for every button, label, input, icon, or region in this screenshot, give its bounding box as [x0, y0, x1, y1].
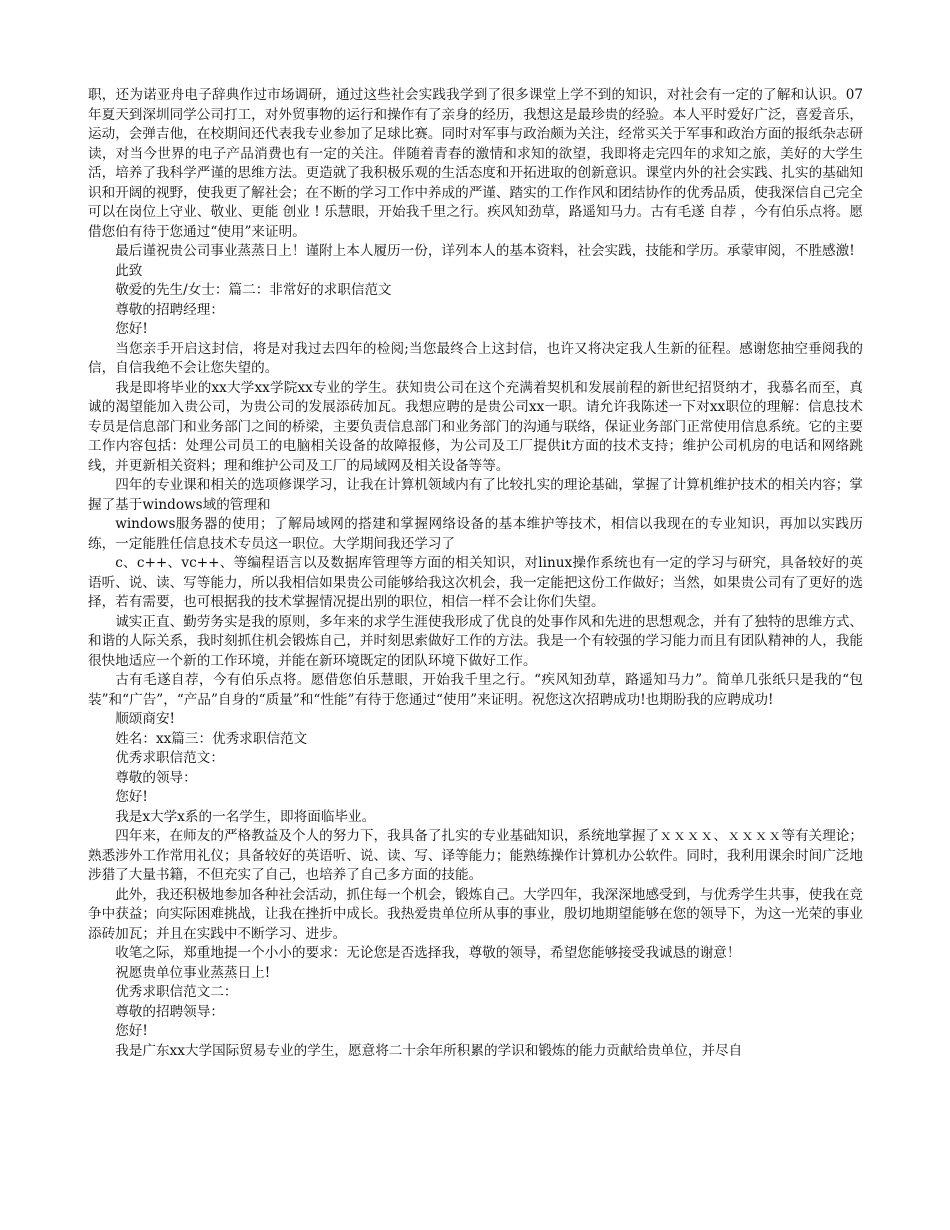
paragraph: 此致 — [115, 262, 143, 279]
paragraph: 优秀求职信范文二： — [115, 984, 238, 1000]
paragraph: 古有毛遂自荐，今有伯乐点将。愿借您伯乐慧眼，开始我千里之行。“疾风知劲草，路遥知马力”。简单几张纸只是我的“包装”和“广告”，“产品”自身的“质量”和“性能”有待于您通过“使用”来证明。祝您这次招聘成功!也期盼我的应聘成功! — [88, 672, 863, 708]
paragraph: 您好! — [115, 789, 148, 805]
paragraph: 我是x大学x系的一名学生，即将面临毕业。 — [115, 808, 376, 825]
paragraph: 您好! — [115, 1023, 148, 1039]
paragraph: windows服务器的使用；了解局域网的搭建和掌握网络设备的基本维护等技术，相信以我现在的专业知识，再加以实践历练，一定能胜任信息技术专员这一职位。大学期间我还学习了 — [88, 516, 863, 552]
paragraph: 尊敬的领导： — [115, 769, 197, 786]
paragraph: 我是广东xx大学国际贸易专业的学生，愿意将二十余年所积累的学识和锻炼的能力贡献给贵单位，并尽自 — [115, 1042, 743, 1059]
paragraph: 职，还为诺亚舟电子辞典作过市场调研，通过这些社会实践我学到了很多课堂上学不到的知识，对社会有一定的了解和认识。07年夏天到深圳同学公司打工，对外贸事物的运行和操作有了亲身的经历，我想这是最珍贵的经验。本人平时爱好广泛，喜爱音乐，运动，会弹吉他，在校期间还代表我专业参加了足球比赛。同时对军事与政治颇为关注，经常买关于军事和政治方面的报纸杂志研读，对当今世界的电子产品消费也有一定的关注。伴随着青春的激情和求知的欲望，我即将走完四年的求知之旅，美好的大学生活，培养了我科学严谨的思维方法。更造就了我积极乐观的生活态度和开拓进取的创新意识。课堂内外的社会实践、扎实的基础知识和开阔的视野，使我更了解社会；在不断的学习工作中养成的严谨、踏实的工作作风和团结协作的优秀品质，使我深信自己完全可以在岗位上守业、敬业、更能 创业 ! 乐慧眼，开始我千里之行。疾风知劲草，路遥知马力。古有毛遂 自荐 ，今有伯乐点将。愿借您伯有待于您通过“使用”来证明。 — [88, 87, 863, 240]
paragraph: 四年的专业课和相关的选项修课学习，让我在计算机领域内有了比较扎实的理论基础，掌握了计算机维护技术的相关内容；掌握了基于windows域的管理和 — [88, 477, 863, 513]
paragraph: 顺颂商安! — [115, 711, 176, 727]
paragraph: 我是即将毕业的xx大学xx学院xx专业的学生。获知贵公司在这个充满着契机和发展前程的新世纪招贤纳才，我慕名而至，真诚的渴望能加入贵公司，为贵公司的发展添砖加瓦。我想应聘的是贵公司xx一职。请允许我陈述一下对xx职位的理解：信息技术专员是信息部门和业务部门之间的桥梁，主要负责信息部门和业务部门的沟通与联络，保证业务部门正常使用信息系统。它的主要工作内容包括：处理公司员工的电脑相关设备的故障报修，为公司及工厂提供it方面的技术支持；维护公司机房的电话和网络跳线，并更新相关资料；理和维护公司及工厂的局域网及相关设备等等。 — [88, 379, 863, 474]
paragraph: 最后谨祝贵公司事业蒸蒸日上！谨附上本人履历一份，详列本人的基本资料，社会实践，技能和学历。承蒙审阅，不胜感激! — [115, 243, 855, 259]
paragraph: 诚实正直、勤劳务实是我的原则，多年来的求学生涯使我形成了优良的处事作风和先进的思想观念，并有了独特的思维方式、和谐的人际关系，我时刻抓住机会锻炼自己，并时刻思索做好工作的方法。我是一个有较强的学习能力而且有团队精神的人，我能很快地适应一个新的工作环境，并能在新环境既定的团队环境下做好工作。 — [88, 613, 863, 669]
paragraph: 您好! — [115, 321, 148, 337]
paragraph: 四年来，在师友的严格教益及个人的努力下，我具备了扎实的专业基础知识，系统地掌握了ｘｘｘｘ、ｘｘｘｘ等有关理论；熟悉涉外工作常用礼仪；具备较好的英语听、说、读、写、译等能力；能熟练操作计算机办公软件。同时，我利用课余时间广泛地涉猎了大量书籍，不但充实了自己，也培养了自己多方面的技能。 — [88, 828, 863, 883]
paragraph: 祝愿贵单位事业蒸蒸日上! — [115, 964, 271, 981]
paragraph: 尊敬的招聘经理： — [115, 301, 224, 318]
paragraph: 敬爱的先生/女士：篇二：非常好的求职信范文 — [115, 282, 392, 298]
paragraph: 收笔之际，郑重地提一个小小的要求：无论您是否选择我，尊敬的领导，希望您能够接受我诚恳的谢意！ — [115, 945, 741, 961]
paragraph: 此外，我还积极地参加各种社会活动，抓住每一个机会，锻炼自己。大学四年，我深深地感受到，与优秀学生共事，使我在竞争中获益；向实际困难挑战，让我在挫折中成长。我热爱贵单位所从事的事业，殷切地期望能够在您的领导下，为这一光荣的事业添砖加瓦；并且在实践中不断学习、进步。 — [88, 886, 863, 942]
paragraph: 当您亲手开启这封信，将是对我过去四年的检阅;当您最终合上这封信，也许又将决定我人生新的征程。感谢您抽空垂阅我的信，自信我绝不会让您失望的。 — [88, 340, 863, 376]
paragraph: 姓名：xx篇三：优秀求职信范文 — [115, 730, 308, 747]
document-body — [88, 86, 863, 1061]
paragraph: 优秀求职信范文： — [115, 750, 224, 766]
paragraph: c、c++、vc++、等编程语言以及数据库管理等方面的相关知识，对linux操作系统也有一定的学习与研究，具备较好的英语听、说、读、写等能力，所以我相信如果贵公司能够给我这次机会，我一定能把这份工作做好；当然，如果贵公司有了更好的选择，若有需要，也可根据我的技术掌握情况提出别的职位，相信一样不会让你们失望。 — [88, 555, 863, 610]
paragraph: 尊敬的招聘领导： — [115, 1003, 224, 1020]
